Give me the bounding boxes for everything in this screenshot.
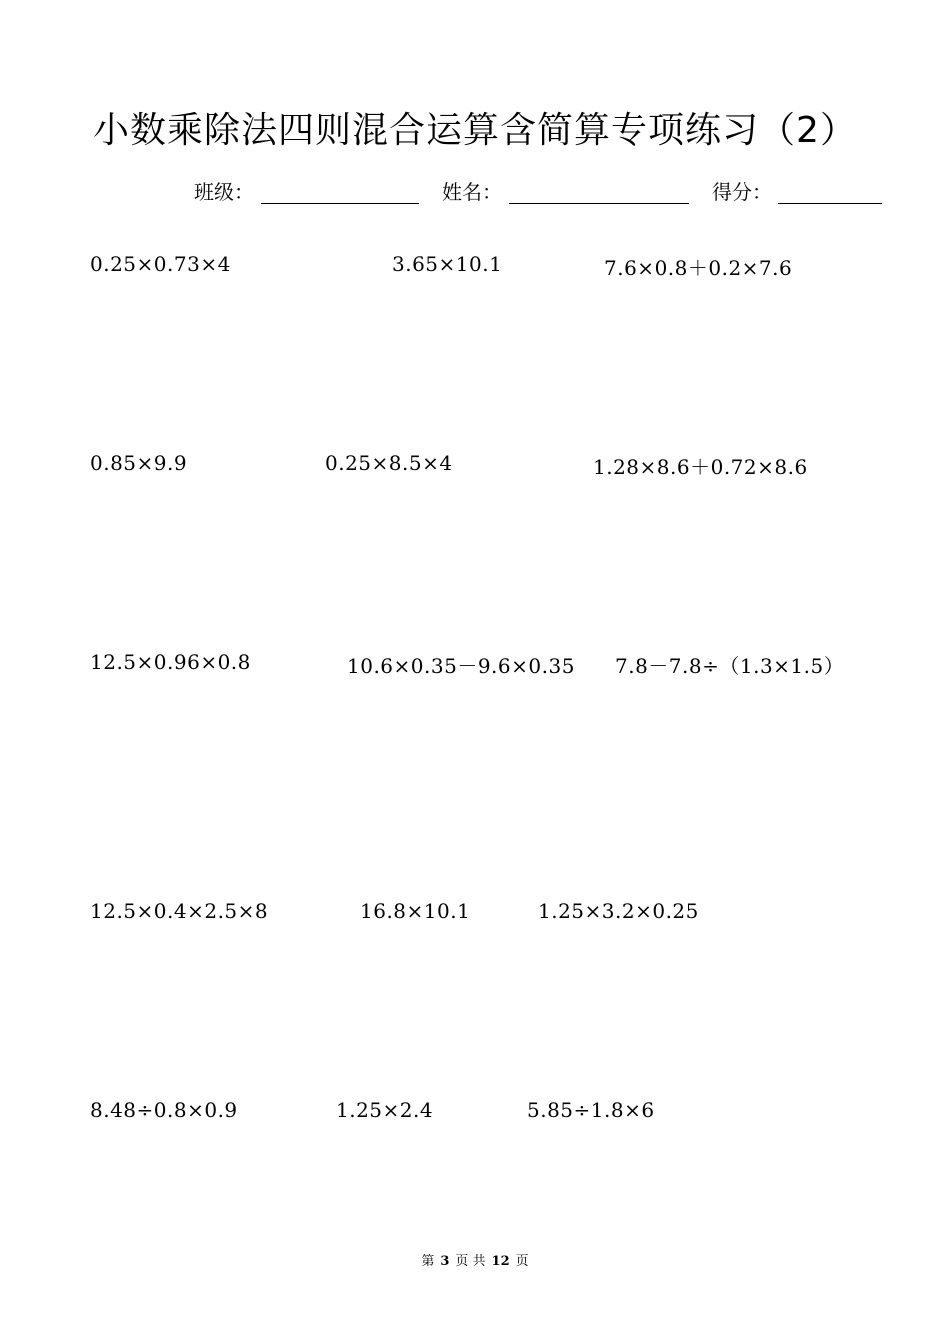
page-title: 小数乘除法四则混合运算含简算专项练习（2） [93, 110, 857, 151]
problem-5-3: 5.85÷1.8×6 [527, 1098, 655, 1122]
problem-4-2: 16.8×10.1 [360, 899, 471, 923]
name-blank-line[interactable] [509, 203, 689, 204]
footer-total-pages: 12 [491, 1254, 510, 1269]
problem-3-2: 10.6×0.35－9.6×0.35 [347, 654, 575, 678]
footer-page-number: 3 [440, 1254, 450, 1269]
problem-5-2: 1.25×2.4 [336, 1098, 434, 1122]
page-footer [0, 1250, 950, 1269]
class-blank-line[interactable] [261, 203, 419, 204]
problem-1-3: 7.6×0.8＋0.2×7.6 [604, 256, 793, 280]
problem-2-1: 0.85×9.9 [90, 451, 188, 475]
footer-middle: 页 共 [455, 1254, 486, 1269]
problem-4-3: 1.25×3.2×0.25 [538, 899, 699, 923]
problem-1-1: 0.25×0.73×4 [90, 252, 231, 276]
problem-5-1: 8.48÷0.8×0.9 [90, 1098, 238, 1122]
problem-2-2: 0.25×8.5×4 [325, 451, 453, 475]
problem-1-2: 3.65×10.1 [392, 252, 503, 276]
footer-suffix: 页 [515, 1254, 529, 1269]
name-label: 姓名： [442, 180, 502, 204]
score-blank-line[interactable] [778, 203, 882, 204]
score-label: 得分： [712, 180, 772, 204]
problem-2-3: 1.28×8.6＋0.72×8.6 [593, 455, 808, 479]
footer-prefix: 第 [421, 1254, 435, 1269]
problem-3-1: 12.5×0.96×0.8 [90, 650, 251, 674]
problem-3-3: 7.8－7.8÷（1.3×1.5） [615, 654, 845, 678]
problem-4-1: 12.5×0.4×2.5×8 [90, 899, 269, 923]
class-label: 班级： [194, 180, 254, 204]
